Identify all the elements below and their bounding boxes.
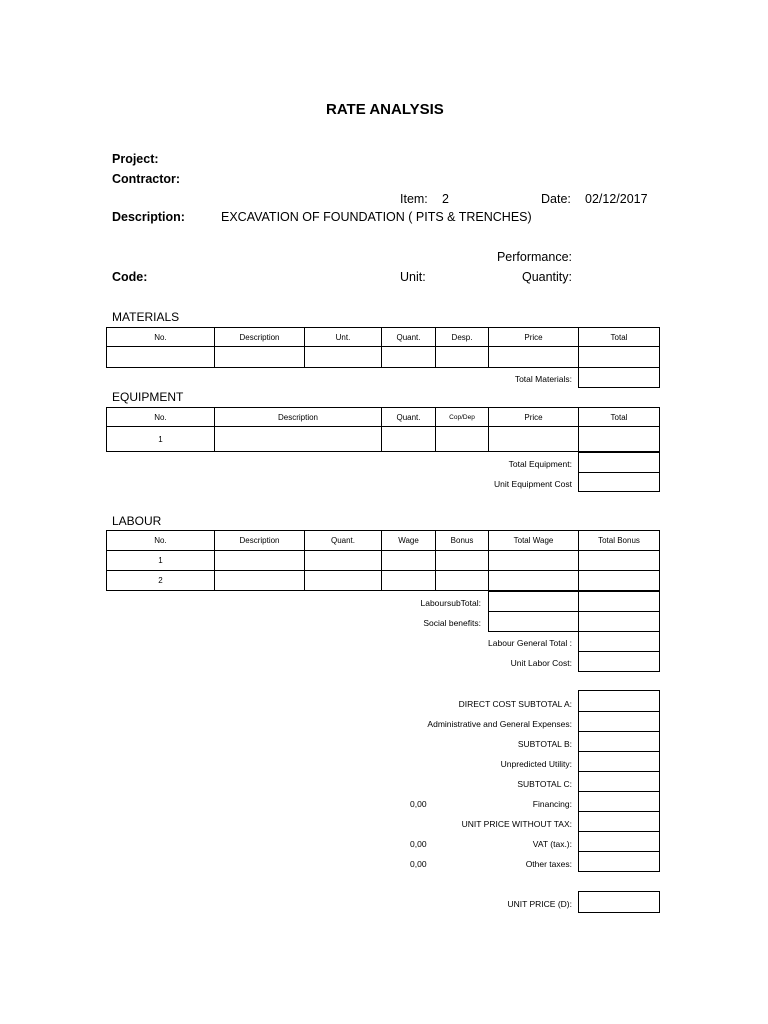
equipment-header-cell	[214, 407, 382, 427]
materials-cell	[435, 346, 489, 368]
labour-column-header: Wage	[398, 536, 419, 545]
other-taxes-label: Other taxes:	[525, 859, 572, 869]
direct-cost-box	[578, 690, 660, 712]
equipment-cell	[214, 426, 382, 452]
materials-column-header: Quant.	[396, 332, 421, 342]
materials-cell	[106, 346, 215, 368]
labour-cell	[435, 570, 489, 591]
labour-cell	[578, 550, 660, 571]
subtotal-b-box	[578, 731, 660, 752]
labour-cell-value: 2	[158, 576, 163, 585]
equipment-column-header: Description	[277, 412, 318, 422]
labour-general-total-label: Labour General Total :	[488, 638, 572, 648]
materials-header-cell	[106, 327, 215, 347]
materials-column-header: Total	[610, 332, 628, 342]
vat-pct: 0,00	[410, 839, 427, 849]
equipment-cell	[106, 426, 215, 452]
performance-label: Performance:	[496, 250, 572, 264]
financing-box	[578, 791, 660, 812]
labour-cell	[381, 570, 436, 591]
labour-column-header: Total Bonus	[598, 536, 640, 545]
equipment-column-header: No.	[154, 412, 167, 422]
equipment-header-cell	[578, 407, 660, 427]
labour-heading: LABOUR	[112, 514, 162, 528]
labour-cell	[304, 570, 382, 591]
materials-cell	[488, 346, 579, 368]
equipment-cell	[381, 426, 436, 452]
materials-header-cell	[435, 327, 489, 347]
total-equipment-box	[578, 452, 660, 473]
equipment-header-cell	[488, 407, 579, 427]
labour-cell	[106, 570, 215, 591]
materials-cell	[578, 346, 660, 368]
labour-column-header: Bonus	[450, 536, 474, 545]
unit-label: Unit:	[400, 270, 426, 284]
social-benefits-box-b	[578, 611, 660, 632]
materials-cell	[304, 346, 382, 368]
equipment-header-cell	[435, 407, 489, 427]
vat-box	[578, 831, 660, 852]
labour-header-cell	[381, 530, 436, 551]
other-taxes-box	[578, 851, 660, 872]
labour-cell	[488, 570, 579, 591]
materials-column-header: No.	[154, 332, 167, 342]
labour-header-cell	[106, 530, 215, 551]
other-taxes-pct: 0,00	[410, 859, 427, 869]
labour-cell	[488, 550, 579, 571]
admin-expenses-label: Administrative and General Expenses:	[427, 719, 572, 729]
materials-column-header: Price	[524, 332, 543, 342]
direct-cost-label: DIRECT COST SUBTOTAL A:	[458, 699, 572, 709]
date-value: 02/12/2017	[585, 192, 648, 206]
equipment-header-cell	[106, 407, 215, 427]
code-label: Code:	[112, 270, 148, 284]
date-label: Date:	[541, 192, 571, 206]
materials-column-header: Desp.	[451, 332, 473, 342]
description-value: EXCAVATION OF FOUNDATION ( PITS & TRENCHES)	[221, 210, 532, 224]
materials-column-header: Description	[239, 332, 280, 342]
materials-heading: MATERIALS	[112, 310, 180, 324]
equipment-column-header: Total	[610, 412, 628, 422]
unit-price-d-label: UNIT PRICE (D):	[507, 899, 572, 909]
financing-label: Financing:	[532, 799, 572, 809]
materials-header-cell	[304, 327, 382, 347]
labour-column-header: No.	[154, 536, 167, 545]
unit-price-d-box	[578, 891, 660, 913]
admin-expenses-box	[578, 711, 660, 732]
equipment-header-cell	[381, 407, 436, 427]
labour-cell-value: 1	[158, 556, 163, 565]
social-benefits-box-a	[488, 611, 579, 632]
labour-subtotal-box-a	[488, 591, 579, 612]
equipment-cell	[578, 426, 660, 452]
labour-header-cell	[304, 530, 382, 551]
unit-labor-cost-box	[578, 651, 660, 672]
labour-header-cell	[578, 530, 660, 551]
unit-price-wo-tax-label: UNIT PRICE WITHOUT TAX:	[461, 819, 572, 829]
equipment-cell-value: 1	[158, 434, 163, 444]
labour-subtotal-label: LaboursubTotal:	[420, 598, 481, 608]
materials-header-cell	[578, 327, 660, 347]
materials-header-cell	[214, 327, 305, 347]
unit-labor-cost-label: Unit Labor Cost:	[510, 658, 572, 668]
labour-cell	[381, 550, 436, 571]
equipment-heading: EQUIPMENT	[112, 390, 184, 404]
quantity-label: Quantity:	[521, 270, 572, 284]
unpredicted-utility-box	[578, 751, 660, 772]
project-label: Project:	[112, 152, 159, 166]
item-label: Item:	[400, 192, 428, 206]
labour-cell	[435, 550, 489, 571]
unit-equipment-cost-box	[578, 472, 660, 492]
equipment-column-header: Cop/Dep	[449, 413, 475, 421]
materials-column-header: Unt.	[335, 332, 351, 342]
materials-header-cell	[488, 327, 579, 347]
labour-cell	[106, 550, 215, 571]
labour-cell	[304, 550, 382, 571]
equipment-cell	[435, 426, 489, 452]
subtotal-b-label: SUBTOTAL B:	[517, 739, 572, 749]
equipment-cell	[488, 426, 579, 452]
materials-header-cell	[381, 327, 436, 347]
financing-pct: 0,00	[410, 799, 427, 809]
page-title: RATE ANALYSIS	[326, 101, 444, 118]
labour-column-header: Description	[239, 536, 280, 545]
labour-column-header: Total Wage	[513, 536, 554, 545]
item-value: 2	[442, 192, 449, 206]
unpredicted-utility-label: Unpredicted Utility:	[500, 759, 572, 769]
labour-header-cell	[488, 530, 579, 551]
total-materials-label: Total Materials:	[514, 374, 572, 384]
materials-cell	[381, 346, 436, 368]
labour-cell	[214, 570, 305, 591]
materials-cell	[214, 346, 305, 368]
contractor-label: Contractor:	[112, 172, 181, 186]
subtotal-c-label: SUBTOTAL C:	[517, 779, 572, 789]
unit-equipment-cost-label: Unit Equipment Cost	[494, 479, 572, 489]
unit-price-wo-tax-box	[578, 811, 660, 832]
social-benefits-label: Social benefits:	[423, 618, 481, 628]
equipment-column-header: Quant.	[396, 412, 421, 422]
vat-label: VAT (tax.):	[532, 839, 572, 849]
subtotal-c-box	[578, 771, 660, 792]
labour-cell	[578, 570, 660, 591]
labour-subtotal-box-b	[578, 591, 660, 612]
total-materials-box	[578, 367, 660, 388]
total-equipment-label: Total Equipment:	[508, 459, 572, 469]
labour-general-total-box	[578, 631, 660, 652]
labour-column-header: Quant.	[330, 536, 355, 545]
labour-header-cell	[214, 530, 305, 551]
labour-header-cell	[435, 530, 489, 551]
labour-cell	[214, 550, 305, 571]
description-label: Description:	[112, 210, 185, 224]
equipment-column-header: Price	[524, 412, 543, 422]
